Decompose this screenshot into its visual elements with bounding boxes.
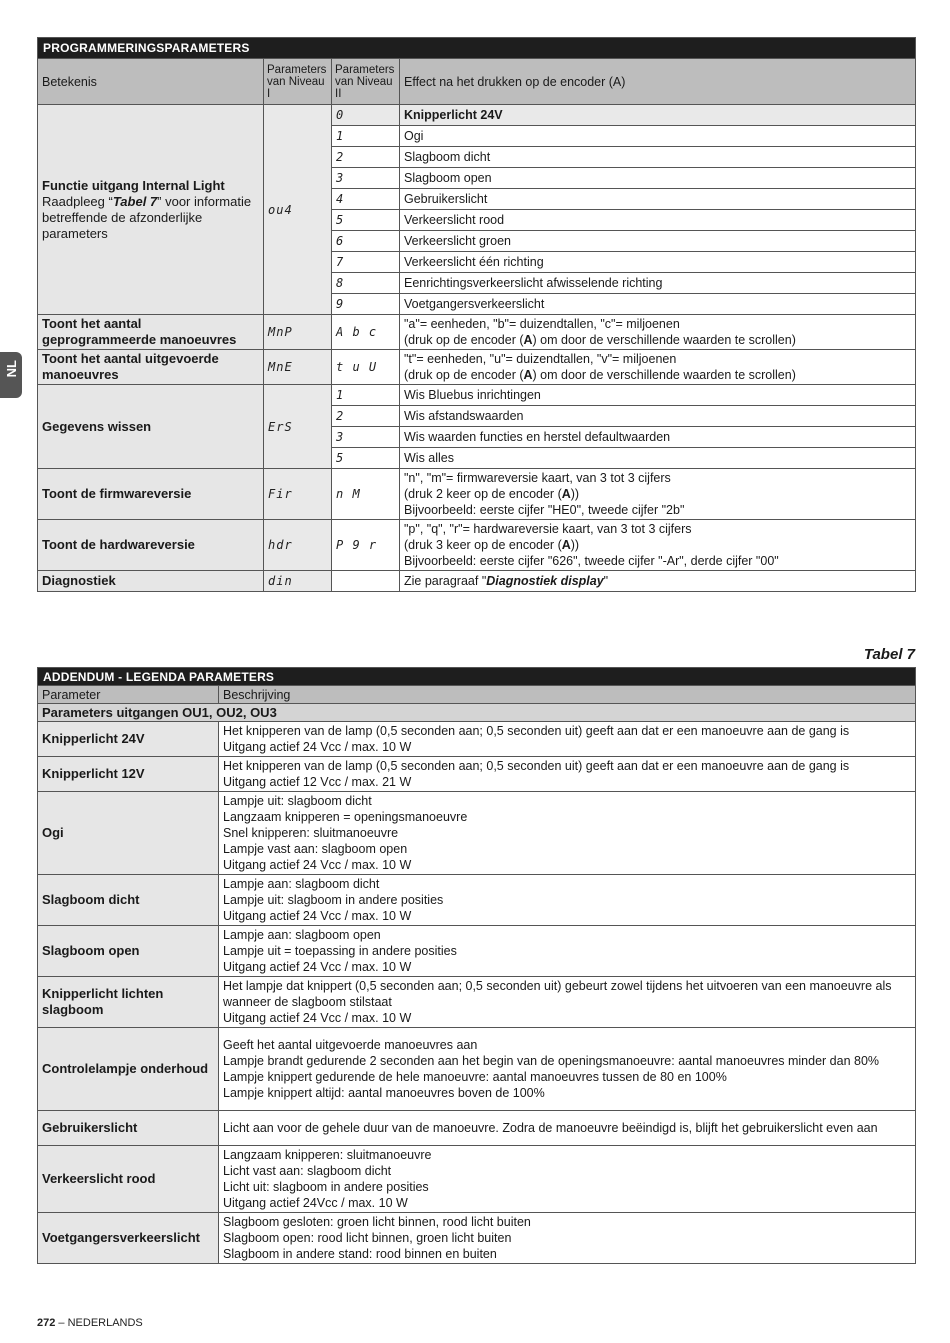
description-line: Het knipperen van de lamp (0,5 seconden aan; 0,5 seconden uit) geeft aan dat er een manoeuvre aan de gang is <box>223 759 850 773</box>
table-title: ADDENDUM - LEGENDA PARAMETERS <box>38 668 916 686</box>
description-line: Licht vast aan: slagboom dicht <box>223 1164 392 1178</box>
option-label: Slagboom dicht <box>400 147 916 168</box>
parameter-name: Verkeerslicht rood <box>38 1146 219 1213</box>
effect-text: "p", "q", "r"= hardwareversie kaart, van 3 tot 3 cijfers (druk 3 keer op de encoder (A)) Bijvoorbeeld: eerste cijfer "626", tweede cijfer "-Ar", derde cijfer "00" <box>400 520 916 571</box>
level2-code: 9 <box>332 294 400 315</box>
description-line: Uitgang actief 12 Vcc / max. 21 W <box>223 775 412 789</box>
option-label: Verkeerslicht één richting <box>400 252 916 273</box>
description-line: Uitgang actief 24 Vcc / max. 10 W <box>223 909 412 923</box>
header-meaning: Betekenis <box>38 59 264 105</box>
level2-code: 6 <box>332 231 400 252</box>
description-line: Uitgang actief 24 Vcc / max. 10 W <box>223 740 412 754</box>
description-line: Lampje uit: slagboom in andere posities <box>223 893 444 907</box>
programming-parameters-table <box>37 37 916 592</box>
parameter-description <box>219 757 916 792</box>
description-line: Licht uit: slagboom in andere posities <box>223 1180 429 1194</box>
table-title: PROGRAMMERINGSPARAMETERS <box>38 38 916 59</box>
level1-code: MnE <box>264 350 332 385</box>
param-firmware-version: Toont de firmwareversie <box>38 469 264 520</box>
param-erase-data: Gegevens wissen <box>38 385 264 469</box>
option-label: Wis Bluebus inrichtingen <box>400 385 916 406</box>
option-label: Wis alles <box>400 448 916 469</box>
description-line: Uitgang actief 24 Vcc / max. 10 W <box>223 960 412 974</box>
description-line: Langzaam knipperen: sluitmanoeuvre <box>223 1148 432 1162</box>
parameter-description <box>219 1213 916 1264</box>
parameter-description <box>219 875 916 926</box>
parameter-name: Slagboom open <box>38 926 219 977</box>
description-line: Geeft het aantal uitgevoerde manoeuvres aan <box>223 1038 478 1052</box>
level2-code: P 9 r <box>332 520 400 571</box>
effect-text: "n", "m"= firmwareversie kaart, van 3 tot 3 cijfers (druk 2 keer op de encoder (A)) Bijvoorbeeld: eerste cijfer "HE0", tweede cijfer "2b" <box>400 469 916 520</box>
effect-text: "a"= eenheden, "b"= duizendtallen, "c"= miljoenen (druk op de encoder (A) om door de verschillende waarden te scrollen) <box>400 315 916 350</box>
table-caption: Tabel 7 <box>863 646 915 663</box>
level1-code: ou4 <box>264 105 332 315</box>
option-label: Gebruikerslicht <box>400 189 916 210</box>
parameter-name: Knipperlicht 24V <box>38 722 219 757</box>
description-line: Slagboom open: rood licht binnen, groen licht buiten <box>223 1231 512 1245</box>
language-tab: NL <box>0 352 22 398</box>
table-row <box>38 757 916 792</box>
level2-code: A b c <box>332 315 400 350</box>
level2-code: n M <box>332 469 400 520</box>
effect-text: Zie paragraaf "Diagnostiek display" <box>400 571 916 592</box>
description-line: Slagboom gesloten: groen licht binnen, rood licht buiten <box>223 1215 531 1229</box>
level1-code: din <box>264 571 332 592</box>
level1-code: Fir <box>264 469 332 520</box>
level2-code: 3 <box>332 168 400 189</box>
level2-code: 4 <box>332 189 400 210</box>
parameter-description <box>219 926 916 977</box>
level1-code: MnP <box>264 315 332 350</box>
header-description: Beschrijving <box>219 686 916 704</box>
parameter-description <box>219 722 916 757</box>
description-line: Lampje uit: slagboom dicht <box>223 794 372 808</box>
description-line: Uitgang actief 24 Vcc / max. 10 W <box>223 1011 412 1025</box>
description-line: Uitgang actief 24 Vcc / max. 10 W <box>223 858 412 872</box>
table-row <box>38 875 916 926</box>
description-line: Het knipperen van de lamp (0,5 seconden aan; 0,5 seconden uit) geeft aan dat er een manoeuvre aan de gang is <box>223 724 850 738</box>
param-diagnostics: Diagnostiek <box>38 571 264 592</box>
param-title: Functie uitgang Internal Light <box>42 177 225 193</box>
description-line: Lampje vast aan: slagboom open <box>223 842 408 856</box>
parameter-description <box>219 977 916 1028</box>
option-label: Ogi <box>400 126 916 147</box>
level2-code: 5 <box>332 448 400 469</box>
table-row <box>38 722 916 757</box>
parameter-description <box>219 1028 916 1111</box>
level1-code: hdr <box>264 520 332 571</box>
parameter-description <box>219 1146 916 1213</box>
level2-code: 8 <box>332 273 400 294</box>
description-line: Lampje knippert altijd: aantal manoeuvres boven de 100% <box>223 1086 545 1100</box>
level2-code: 1 <box>332 126 400 147</box>
page-footer <box>37 1317 143 1329</box>
header-parameter: Parameter <box>38 686 219 704</box>
table-row <box>38 1146 916 1213</box>
option-label: Knipperlicht 24V <box>400 105 916 126</box>
level2-code: 0 <box>332 105 400 126</box>
description-line: Lampje uit = toepassing in andere posities <box>223 944 457 958</box>
description-line: Uitgang actief 24Vcc / max. 10 W <box>223 1196 408 1210</box>
level2-code: 7 <box>332 252 400 273</box>
option-label: Wis waarden functies en herstel defaultwaarden <box>400 427 916 448</box>
level2-code: t u U <box>332 350 400 385</box>
description-line: Licht aan voor de gehele duur van de manoeuvre. Zodra de manoeuvre beëindigd is, blijft het gebruikerslicht even aan <box>223 1121 878 1135</box>
level2-code: 3 <box>332 427 400 448</box>
description-line: Het lampje dat knippert (0,5 seconden aan; 0,5 seconden uit) gebeurt zowel tijdens het uitvoeren van een manoeuvre als wanneer de slagboom stilstaat <box>223 979 892 1009</box>
param-executed-manoeuvres: Toont het aantal uitgevoerde manoeuvres <box>38 350 264 385</box>
param-hardware-version: Toont de hardwareversie <box>38 520 264 571</box>
parameter-description <box>219 792 916 875</box>
parameter-name: Voetgangersverkeerslicht <box>38 1213 219 1264</box>
table-row <box>38 926 916 977</box>
description-line: Slagboom in andere stand: rood binnen en buiten <box>223 1247 497 1261</box>
level2-code: 1 <box>332 385 400 406</box>
parameter-name: Knipperlicht 12V <box>38 757 219 792</box>
parameter-name: Controlelampje onderhoud <box>38 1028 219 1111</box>
option-label: Eenrichtingsverkeerslicht afwisselende richting <box>400 273 916 294</box>
parameter-name: Knipperlicht lichten slagboom <box>38 977 219 1028</box>
option-label: Voetgangersverkeerslicht <box>400 294 916 315</box>
level2-code: 2 <box>332 147 400 168</box>
description-line: Langzaam knipperen = openingsmanoeuvre <box>223 810 468 824</box>
header-level1: Parameters van Niveau I <box>264 59 332 105</box>
level2-empty <box>332 571 400 592</box>
option-label: Slagboom open <box>400 168 916 189</box>
parameter-name: Ogi <box>38 792 219 875</box>
description-line: Lampje aan: slagboom open <box>223 928 381 942</box>
param-description: Raadpleeg “Tabel 7” voor informatie betreffende de afzonderlijke parameters <box>42 193 252 241</box>
section-header: Parameters uitgangen OU1, OU2, OU3 <box>38 704 916 722</box>
header-effect: Effect na het drukken op de encoder (A) <box>400 59 916 105</box>
table-row <box>38 1028 916 1111</box>
table-row <box>38 792 916 875</box>
header-level2: Parameters van Niveau II <box>332 59 400 105</box>
option-label: Verkeerslicht rood <box>400 210 916 231</box>
option-label: Verkeerslicht groen <box>400 231 916 252</box>
footer-language: – NEDERLANDS <box>55 1317 143 1329</box>
level2-code: 5 <box>332 210 400 231</box>
description-line: Lampje brandt gedurende 2 seconden aan het begin van de openingsmanoeuvre: aantal manoeuvres minder dan 80% <box>223 1054 880 1068</box>
legend-rows <box>38 722 916 1264</box>
description-line: Lampje knippert gedurende de hele manoeuvre: aantal manoeuvres tussen de 80 en 100% <box>223 1070 727 1084</box>
param-programmed-manoeuvres: Toont het aantal geprogrammeerde manoeuvres <box>38 315 264 350</box>
description-line: Snel knipperen: sluitmanoeuvre <box>223 826 399 840</box>
option-label: Wis afstandswaarden <box>400 406 916 427</box>
parameter-name: Slagboom dicht <box>38 875 219 926</box>
parameter-name: Gebruikerslicht <box>38 1111 219 1146</box>
level1-code: ErS <box>264 385 332 469</box>
addendum-legend-table <box>37 667 916 1264</box>
table-row <box>38 1111 916 1146</box>
page-number: 272 <box>37 1317 56 1329</box>
table-row <box>38 977 916 1028</box>
level2-code: 2 <box>332 406 400 427</box>
param-internal-light <box>38 105 264 315</box>
effect-text: "t"= eenheden, "u"= duizendtallen, "v"= miljoenen (druk op de encoder (A) om door de verschillende waarden te scrollen) <box>400 350 916 385</box>
description-line: Lampje aan: slagboom dicht <box>223 877 380 891</box>
parameter-description <box>219 1111 916 1146</box>
table-row <box>38 1213 916 1264</box>
